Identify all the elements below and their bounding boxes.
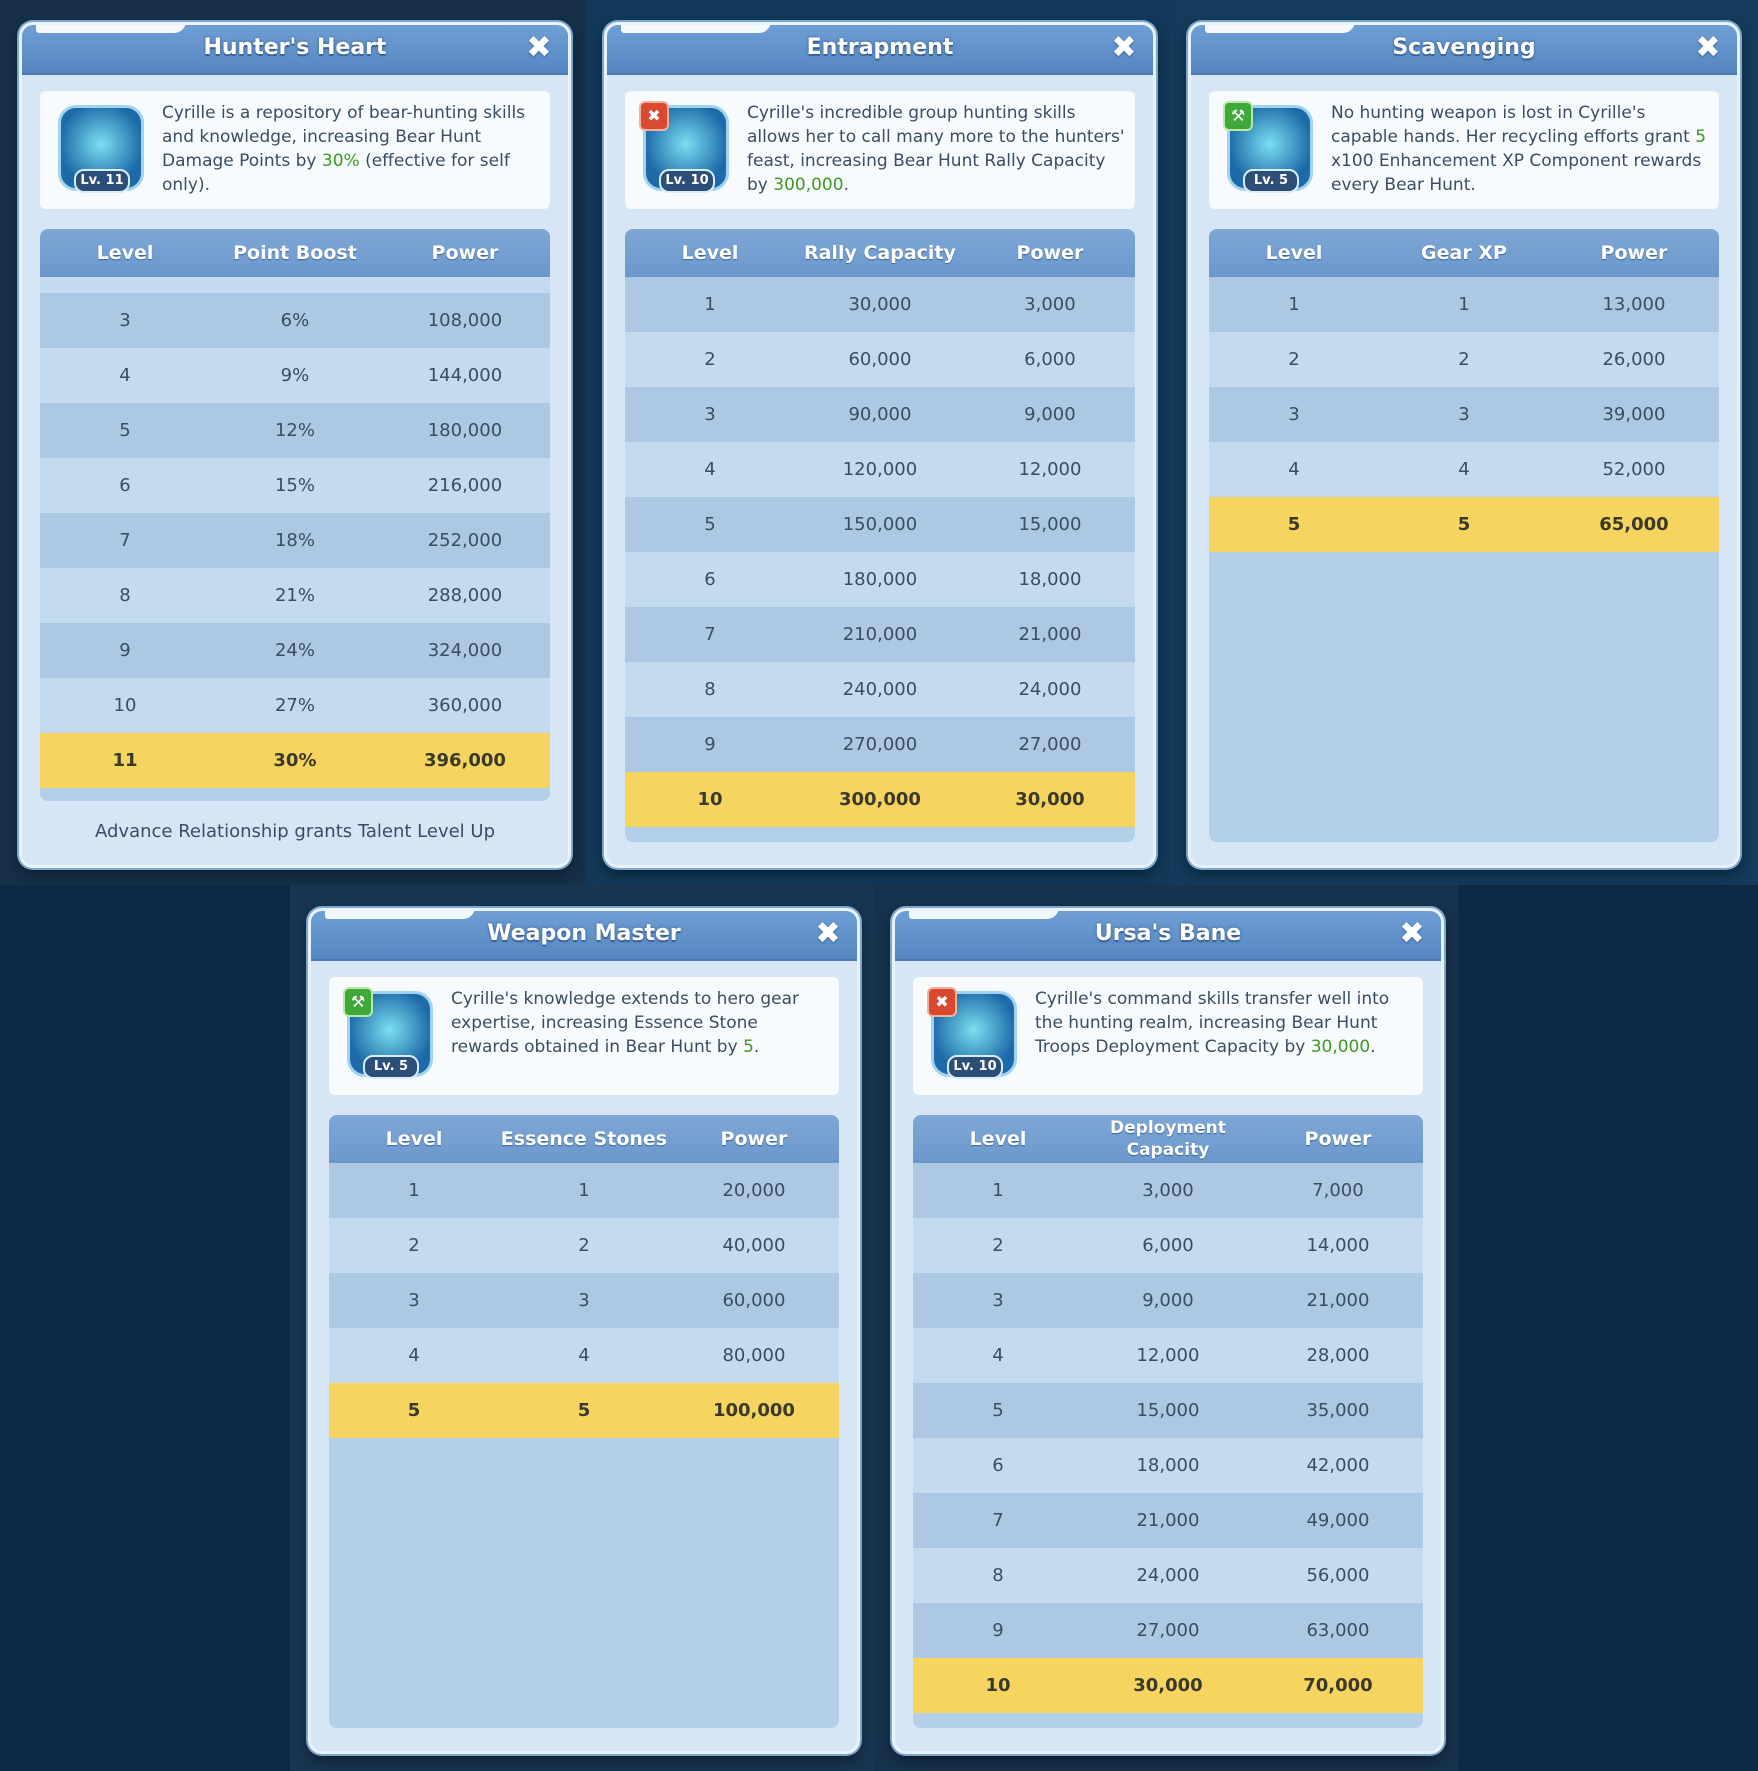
- header-deployment-capacity: Deployment Capacity: [1110, 1118, 1226, 1160]
- table-row: 2 60,000 6,000: [625, 332, 1135, 387]
- level-table: [913, 1115, 1423, 1728]
- table-row-current: 11 30% 396,000: [40, 733, 550, 788]
- table-row: 7 21,000 49,000: [913, 1493, 1423, 1548]
- table-row: 2 2 40,000: [329, 1218, 839, 1273]
- table-header: [40, 229, 550, 277]
- table-row: 5 150,000 15,000: [625, 497, 1135, 552]
- header-level: Level: [96, 242, 154, 264]
- skill-icon: [927, 987, 1015, 1079]
- level-table: [329, 1115, 839, 1728]
- skill-description: Cyrille is a repository of bear-hunting skills and knowledge, increasing Bear Hunt Damage Points by 30% (effective for self only).: [162, 103, 526, 195]
- table-row: 6 18,000 42,000: [913, 1438, 1423, 1493]
- crossed-swords-icon: ✖: [639, 101, 669, 131]
- table-row: 1 30,000 3,000: [625, 277, 1135, 332]
- table-row: 4 12,000 28,000: [913, 1328, 1423, 1383]
- table-row-current: 10 30,000 70,000: [913, 1658, 1423, 1713]
- header-boost: Point Boost: [233, 242, 357, 264]
- table-row: 9 24% 324,000: [40, 623, 550, 678]
- close-icon[interactable]: ✖: [815, 916, 841, 951]
- table-row: [40, 277, 550, 293]
- panel-title: Ursa's Bane: [1094, 921, 1242, 946]
- skill-icon: [1223, 101, 1311, 193]
- header-power: Power: [1304, 1128, 1372, 1150]
- table-row: 9 27,000 63,000: [913, 1603, 1423, 1658]
- close-icon[interactable]: ✖: [1695, 30, 1721, 65]
- level-badge: Lv. 10: [947, 1055, 1003, 1079]
- scavenging-panel: [1188, 22, 1740, 868]
- header-rally-capacity: Rally Capacity: [803, 242, 956, 264]
- table-row: 4 4 52,000: [1209, 442, 1719, 497]
- table-row-current: 5 5 100,000: [329, 1383, 839, 1438]
- table-row: 9 270,000 27,000: [625, 717, 1135, 772]
- table-row: 6 180,000 18,000: [625, 552, 1135, 607]
- header-level: Level: [1265, 242, 1323, 264]
- table-row: 1 3,000 7,000: [913, 1163, 1423, 1218]
- hammer-icon: ⚒: [343, 987, 373, 1017]
- table-row: 3 3 60,000: [329, 1273, 839, 1328]
- skill-description: Cyrille's incredible group hunting skills allows her to call many more to the hunters' feast, increasing Bear Hunt Rally Capacity by 300,000.: [747, 103, 1125, 195]
- table-header: [1209, 229, 1719, 277]
- skill-description: No hunting weapon is lost in Cyrille's capable hands. Her recycling efforts grant 5 x100 Enhancement XP Component rewards every Bear Hunt.: [1331, 103, 1707, 195]
- skill-description: Cyrille's knowledge extends to hero gear expertise, increasing Essence Stone rewards obtained in Bear Hunt by 5.: [451, 989, 799, 1057]
- table-row: 5 12% 180,000: [40, 403, 550, 458]
- skill-icon: [639, 101, 727, 193]
- header-essence-stones: Essence Stones: [500, 1128, 668, 1150]
- table-row-current: 10 300,000 30,000: [625, 772, 1135, 827]
- close-icon[interactable]: ✖: [526, 30, 552, 65]
- level-table: [625, 229, 1135, 842]
- table-row: 6 15% 216,000: [40, 458, 550, 513]
- header-level: Level: [385, 1128, 443, 1150]
- level-badge: Lv. 10: [659, 169, 715, 193]
- table-row: 3 90,000 9,000: [625, 387, 1135, 442]
- ursas-bane-panel: [892, 908, 1444, 1754]
- table-header: [625, 229, 1135, 277]
- table-header: [913, 1115, 1423, 1163]
- table-row: 5 15,000 35,000: [913, 1383, 1423, 1438]
- skill-description-box: [625, 91, 1135, 209]
- table-row: 1 1 13,000: [1209, 277, 1719, 332]
- level-badge: Lv. 11: [74, 169, 130, 193]
- panel-title: Weapon Master: [487, 921, 681, 946]
- header-power: Power: [1600, 242, 1668, 264]
- table-row: 10 27% 360,000: [40, 678, 550, 733]
- table-row: 8 21% 288,000: [40, 568, 550, 623]
- hunters-heart-panel: [19, 22, 571, 868]
- level-badge: Lv. 5: [1243, 169, 1299, 193]
- header-level: Level: [681, 242, 739, 264]
- skill-description: Cyrille's command skills transfer well into the hunting realm, increasing Bear Hunt Troops Deployment Capacity by 30,000.: [1035, 989, 1390, 1057]
- close-icon[interactable]: ✖: [1399, 916, 1425, 951]
- close-icon[interactable]: ✖: [1111, 30, 1137, 65]
- header-power: Power: [1016, 242, 1084, 264]
- table-row: 4 4 80,000: [329, 1328, 839, 1383]
- skill-icon: [343, 987, 431, 1079]
- skill-description-box: [329, 977, 839, 1095]
- table-row: 3 6% 108,000: [40, 293, 550, 348]
- panel-title: Entrapment: [806, 35, 954, 60]
- table-row: 4 9% 144,000: [40, 348, 550, 403]
- title-bar: [607, 25, 1153, 75]
- table-row: 3 9,000 21,000: [913, 1273, 1423, 1328]
- weapon-master-panel: [308, 908, 860, 1754]
- entrapment-panel: [604, 22, 1156, 868]
- header-gear-xp: Gear XP: [1421, 242, 1507, 264]
- table-row: 7 18% 252,000: [40, 513, 550, 568]
- table-row-current: 5 5 65,000: [1209, 497, 1719, 552]
- hammer-icon: ⚒: [1223, 101, 1253, 131]
- panel-title: Scavenging: [1392, 35, 1536, 60]
- table-row: 7 210,000 21,000: [625, 607, 1135, 662]
- table-row: 3 3 39,000: [1209, 387, 1719, 442]
- header-power: Power: [431, 242, 499, 264]
- level-badge: Lv. 5: [363, 1055, 419, 1079]
- table-row: 2 6,000 14,000: [913, 1218, 1423, 1273]
- table-header: [329, 1115, 839, 1163]
- crossed-swords-icon: ✖: [927, 987, 957, 1017]
- title-bar: [22, 25, 568, 75]
- panel-title: Hunter's Heart: [203, 35, 387, 60]
- skill-description-box: [40, 91, 550, 209]
- level-table: [40, 229, 550, 801]
- table-row: 1 1 20,000: [329, 1163, 839, 1218]
- title-bar: [1191, 25, 1737, 75]
- level-table: [1209, 229, 1719, 842]
- skill-icon: [54, 101, 142, 193]
- table-row: 4 120,000 12,000: [625, 442, 1135, 497]
- title-bar: [311, 911, 857, 961]
- header-level: Level: [969, 1128, 1027, 1150]
- footer-note: Advance Relationship grants Talent Level Up: [95, 821, 495, 842]
- table-row: 8 240,000 24,000: [625, 662, 1135, 717]
- header-power: Power: [720, 1128, 788, 1150]
- skill-description-box: [1209, 91, 1719, 209]
- table-row: 8 24,000 56,000: [913, 1548, 1423, 1603]
- table-body[interactable]: [40, 277, 550, 801]
- table-row: 2 2 26,000: [1209, 332, 1719, 387]
- skill-description-box: [913, 977, 1423, 1095]
- title-bar: [895, 911, 1441, 961]
